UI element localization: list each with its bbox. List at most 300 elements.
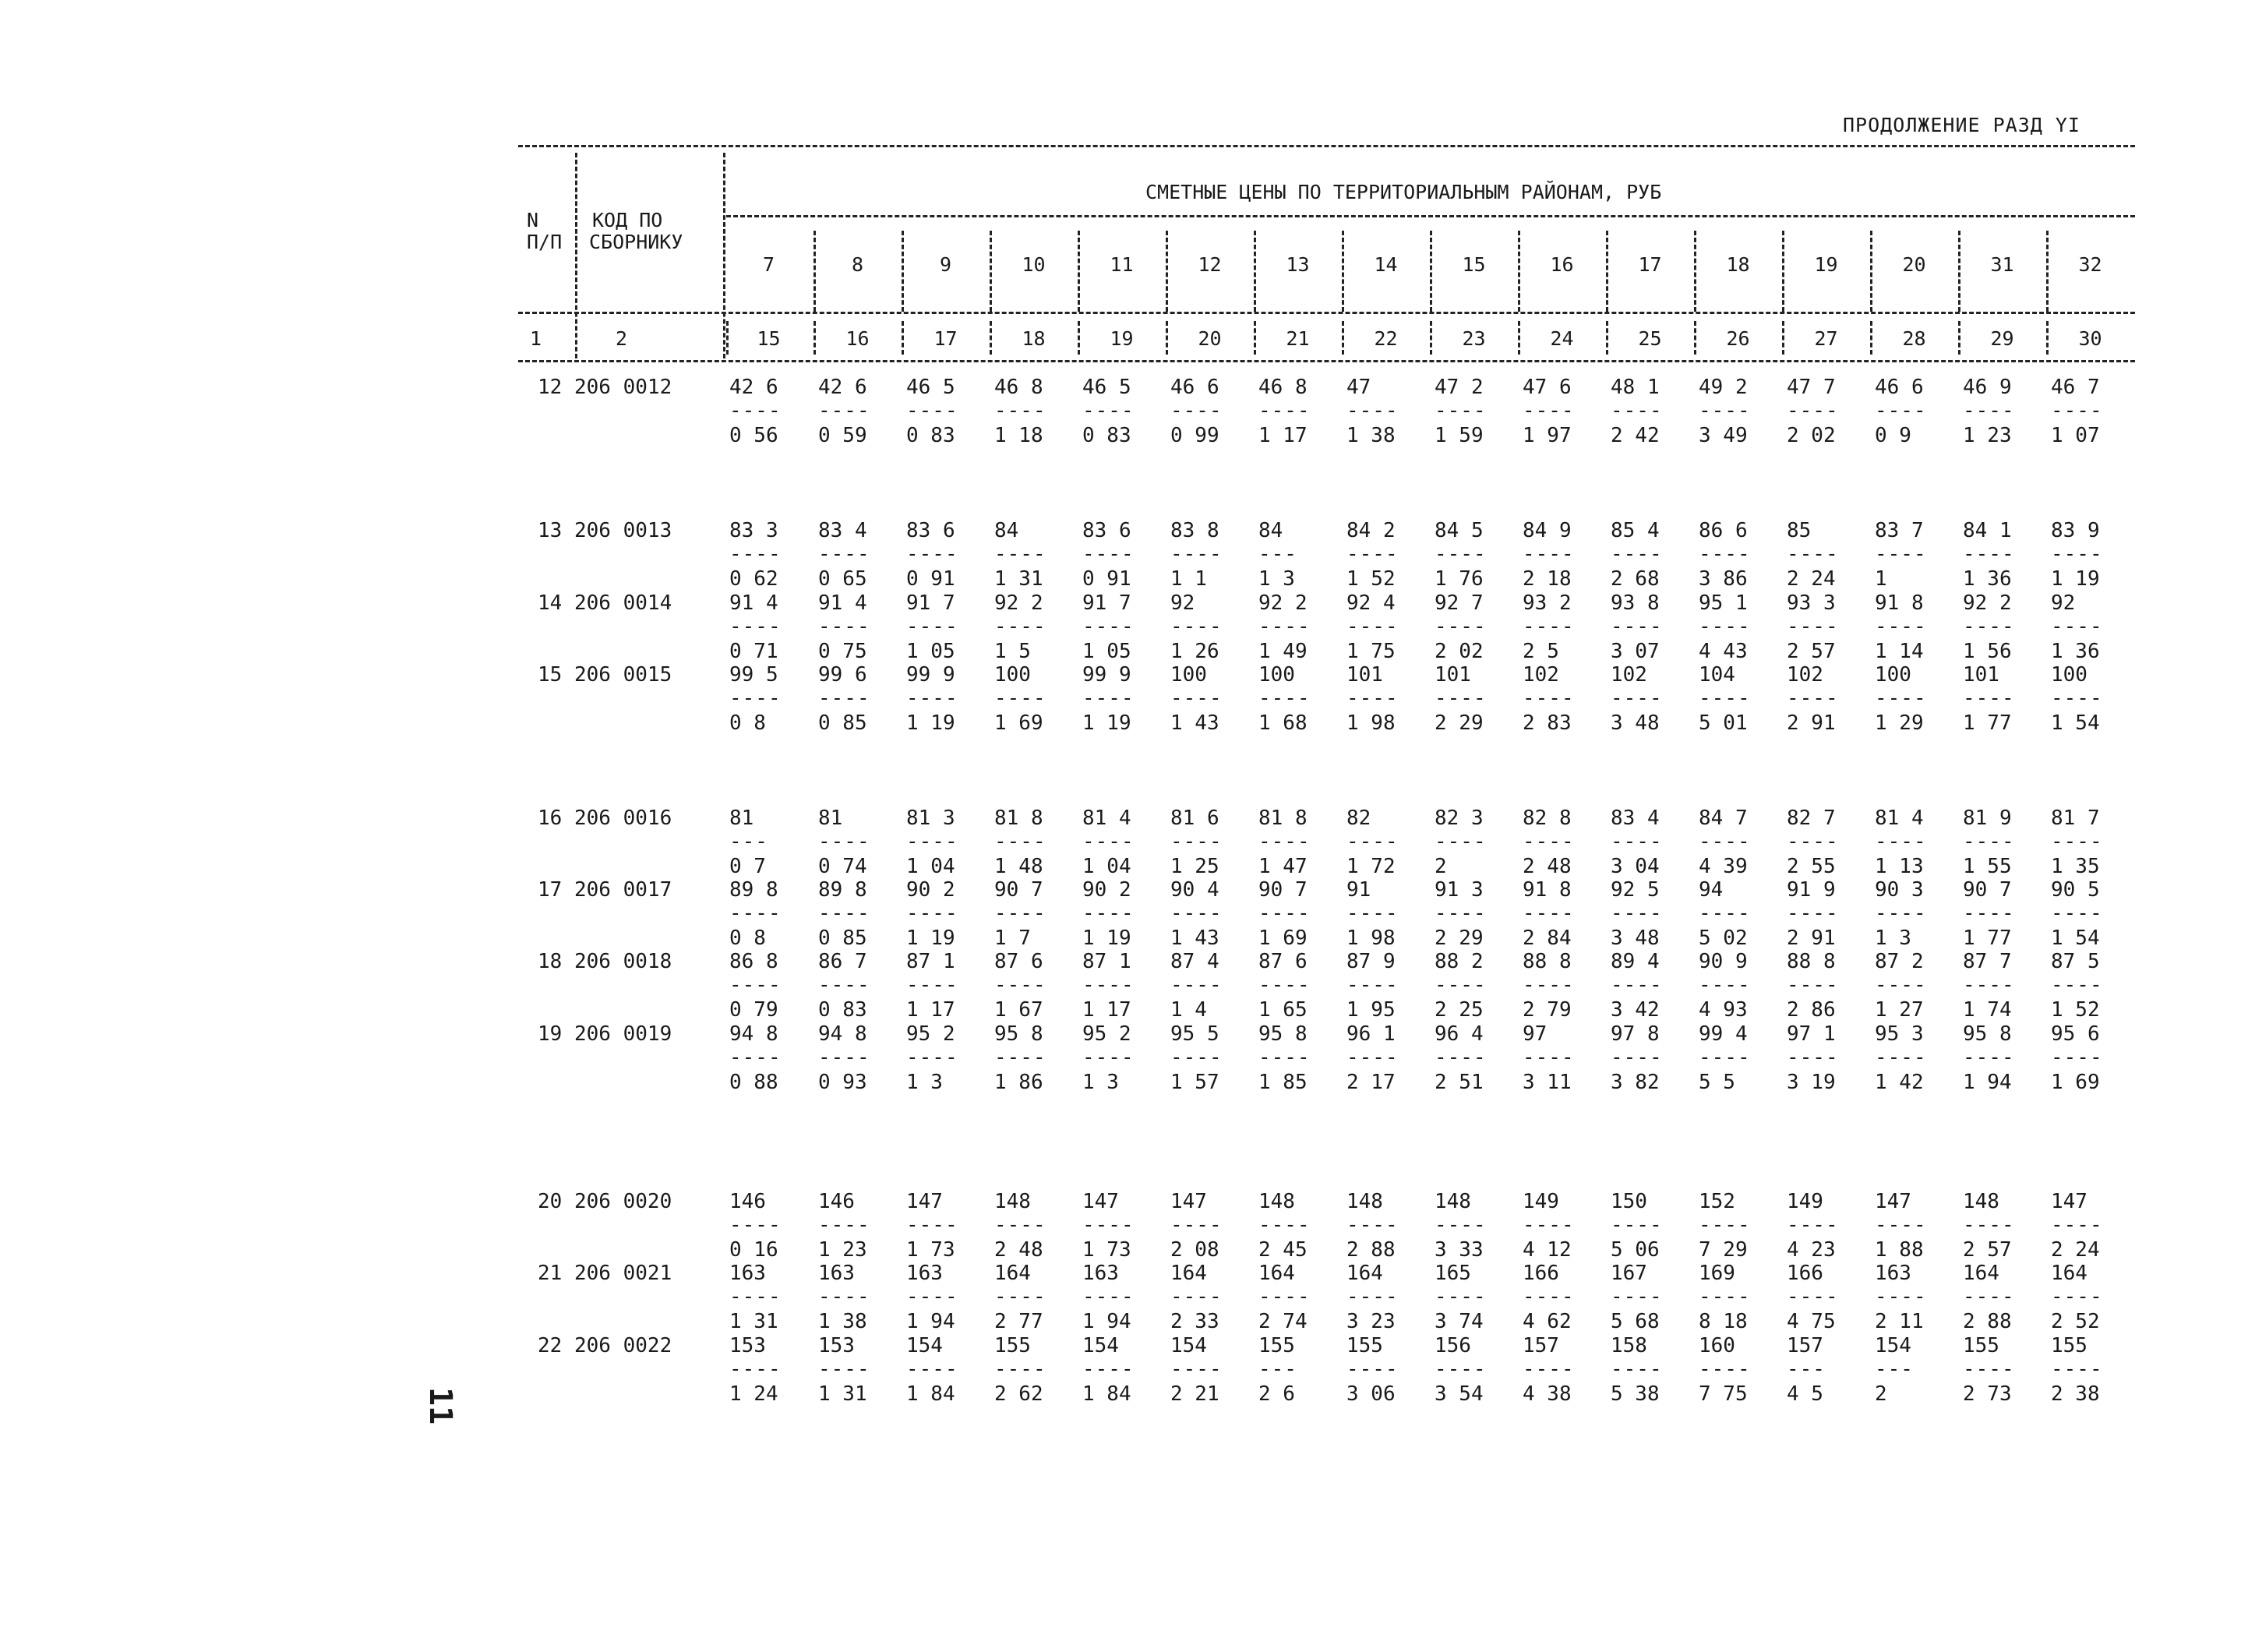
fraction-bar: ----: [1170, 542, 1223, 566]
price-component: 1 27: [1875, 998, 1924, 1022]
price-value: 92 5: [1611, 878, 1660, 902]
fraction-bar: ----: [729, 1357, 782, 1381]
price-value: 95 8: [1963, 1022, 2012, 1046]
index-col: 19: [1110, 327, 1134, 350]
header-district: 15: [1462, 253, 1486, 276]
price-value: 160: [1699, 1334, 1735, 1357]
price-component: 0 59: [818, 424, 867, 447]
price-value: 147: [906, 1190, 943, 1213]
price-component: 1 74: [1963, 998, 2012, 1022]
price-component: 5 68: [1611, 1310, 1660, 1333]
price-component: 2 38: [2051, 1382, 2100, 1406]
price-value: 169: [1699, 1262, 1735, 1285]
price-value: 155: [1963, 1334, 1999, 1357]
price-component: 4 43: [1699, 640, 1748, 663]
fraction-bar: ----: [818, 542, 870, 566]
price-component: 1 84: [1082, 1382, 1131, 1406]
fraction-bar: ----: [1435, 1357, 1487, 1381]
fraction-bar: ----: [994, 399, 1046, 422]
price-component: 0 79: [729, 998, 778, 1022]
price-value: 92: [1170, 591, 1195, 615]
price-value: 100: [1170, 663, 1207, 687]
price-value: 95 5: [1170, 1022, 1219, 1046]
price-value: 87 4: [1170, 950, 1219, 973]
index-col: 28: [1902, 327, 1926, 350]
price-component: 2 29: [1435, 927, 1484, 950]
price-component: 0 71: [729, 640, 778, 663]
fraction-bar: ----: [1435, 615, 1487, 638]
fraction-bar: ----: [1611, 973, 1663, 997]
price-component: 1 4: [1170, 998, 1207, 1022]
fraction-bar: ----: [1523, 1213, 1575, 1237]
price-value: 84: [994, 519, 1019, 542]
price-component: 4 39: [1699, 855, 1748, 878]
fraction-bar: ----: [1787, 687, 1839, 710]
fraction-bar: ----: [1963, 1213, 2015, 1237]
price-component: 7 75: [1699, 1382, 1748, 1406]
price-value: 88 2: [1435, 950, 1484, 973]
price-value: 101: [1963, 663, 1999, 687]
price-value: 163: [1082, 1262, 1119, 1285]
fraction-bar: ----: [1082, 1357, 1135, 1381]
price-component: 2 24: [1787, 567, 1836, 591]
price-value: 93 8: [1611, 591, 1660, 615]
price-value: 155: [2051, 1334, 2087, 1357]
fraction-bar: ----: [818, 615, 870, 638]
price-value: 164: [994, 1262, 1031, 1285]
fraction-bar: ----: [994, 687, 1046, 710]
price-component: 1 17: [1258, 424, 1308, 447]
price-value: 91: [1346, 878, 1371, 902]
fraction-bar: ----: [818, 1357, 870, 1381]
price-value: 90 7: [1258, 878, 1308, 902]
price-value: 90 2: [906, 878, 955, 902]
price-value: 88 8: [1787, 950, 1836, 973]
price-component: 1 98: [1346, 711, 1396, 735]
row-code: 206 0012: [574, 376, 672, 399]
header-district: 17: [1638, 253, 1662, 276]
price-component: 3 48: [1611, 927, 1660, 950]
price-value: 87 7: [1963, 950, 2012, 973]
price-component: 3 49: [1699, 424, 1748, 447]
price-component: 1 38: [1346, 424, 1396, 447]
index-col: 23: [1462, 327, 1486, 350]
index-col: 17: [933, 327, 958, 350]
price-value: 163: [729, 1262, 766, 1285]
price-value: 90 7: [994, 878, 1043, 902]
fraction-bar: ----: [818, 1213, 870, 1237]
price-value: 164: [2051, 1262, 2087, 1285]
fraction-bar: ----: [1082, 1213, 1135, 1237]
price-component: 1 18: [994, 424, 1043, 447]
price-component: 1 88: [1875, 1238, 1924, 1262]
fraction-bar: ---: [1787, 1357, 1826, 1381]
fraction-bar: ----: [1435, 830, 1487, 853]
price-value: 99 9: [1082, 663, 1131, 687]
fraction-bar: ----: [729, 615, 782, 638]
price-component: 1 04: [1082, 855, 1131, 878]
fraction-bar: ----: [1787, 973, 1839, 997]
price-value: 164: [1258, 1262, 1295, 1285]
price-value: 42 6: [818, 376, 867, 399]
fraction-bar: ----: [2051, 1046, 2103, 1069]
fraction-bar: ----: [1699, 1213, 1751, 1237]
price-value: 166: [1523, 1262, 1559, 1285]
price-component: 0 91: [906, 567, 955, 591]
row-number: 14: [538, 591, 563, 615]
fraction-bar: ----: [1346, 687, 1399, 710]
price-value: 167: [1611, 1262, 1647, 1285]
fraction-bar: ----: [1170, 1213, 1223, 1237]
fraction-bar: ----: [1346, 1285, 1399, 1308]
price-value: 46 6: [1875, 376, 1924, 399]
index-col: 25: [1638, 327, 1662, 350]
price-component: 2 11: [1875, 1310, 1924, 1333]
fraction-bar: ----: [1699, 973, 1751, 997]
price-value: 94 8: [818, 1022, 867, 1046]
fraction-bar: ----: [1875, 542, 1927, 566]
price-value: 83 7: [1875, 519, 1924, 542]
index-col: 20: [1198, 327, 1222, 350]
price-value: 91 3: [1435, 878, 1484, 902]
price-value: 84 9: [1523, 519, 1572, 542]
fraction-bar: ----: [1258, 1285, 1311, 1308]
row-number: 19: [538, 1022, 563, 1046]
row-number: 21: [538, 1262, 563, 1285]
price-component: 1 7: [994, 927, 1031, 950]
price-component: 1 25: [1170, 855, 1219, 878]
price-component: 1 19: [2051, 567, 2100, 591]
fraction-bar: ----: [1611, 1046, 1663, 1069]
price-value: 83 8: [1170, 519, 1219, 542]
fraction-bar: ----: [1170, 830, 1223, 853]
fraction-bar: ----: [1082, 399, 1135, 422]
price-component: 2 57: [1963, 1238, 2012, 1262]
fraction-bar: ----: [1875, 830, 1927, 853]
header-district: 8: [851, 253, 864, 276]
row-code: 206 0022: [574, 1334, 672, 1357]
price-value: 87 6: [994, 950, 1043, 973]
header-district: 16: [1550, 253, 1574, 276]
price-value: 92 2: [1258, 591, 1308, 615]
price-component: 2 51: [1435, 1071, 1484, 1094]
price-value: 155: [1346, 1334, 1383, 1357]
price-component: 2 25: [1435, 998, 1484, 1022]
fraction-bar: ----: [818, 830, 870, 853]
price-component: 3 82: [1611, 1071, 1660, 1094]
fraction-bar: ----: [1346, 615, 1399, 638]
price-value: 83 6: [906, 519, 955, 542]
price-component: 1 94: [906, 1310, 955, 1333]
price-value: 82: [1346, 807, 1371, 830]
price-value: 46 5: [906, 376, 955, 399]
index-col: 21: [1286, 327, 1310, 350]
header-district: 11: [1110, 253, 1134, 276]
price-component: 1 3: [1082, 1071, 1119, 1094]
price-component: 4 38: [1523, 1382, 1572, 1406]
fraction-bar: ----: [818, 1046, 870, 1069]
fraction-bar: ----: [1435, 687, 1487, 710]
fraction-bar: ----: [1170, 1357, 1223, 1381]
header-district: 12: [1198, 253, 1222, 276]
fraction-bar: ----: [1699, 1357, 1751, 1381]
price-value: 154: [1875, 1334, 1911, 1357]
price-component: 2 55: [1787, 855, 1836, 878]
price-value: 81 8: [1258, 807, 1308, 830]
price-component: 1 52: [1346, 567, 1396, 591]
fraction-bar: ----: [1258, 687, 1311, 710]
price-value: 93 3: [1787, 591, 1836, 615]
price-component: 1 43: [1170, 927, 1219, 950]
price-component: 4 93: [1699, 998, 1748, 1022]
row-number: 12: [538, 376, 563, 399]
price-value: 81 7: [2051, 807, 2100, 830]
price-component: 1 31: [729, 1310, 778, 1333]
fraction-bar: ----: [1346, 902, 1399, 925]
price-value: 48 1: [1611, 376, 1660, 399]
price-component: 1 42: [1875, 1071, 1924, 1094]
price-value: 88 8: [1523, 950, 1572, 973]
fraction-bar: ----: [2051, 1213, 2103, 1237]
price-component: 5 01: [1699, 711, 1748, 735]
price-component: 3 19: [1787, 1071, 1836, 1094]
fraction-bar: ----: [906, 1046, 958, 1069]
price-value: 154: [1170, 1334, 1207, 1357]
header-code-sub: СБОРНИКУ: [589, 231, 683, 253]
header-bottom-rule: [518, 312, 2135, 314]
price-component: 2 48: [1523, 855, 1572, 878]
price-component: 3 07: [1611, 640, 1660, 663]
price-component: 1 43: [1170, 711, 1219, 735]
price-value: 93 2: [1523, 591, 1572, 615]
price-value: 95 8: [994, 1022, 1043, 1046]
fraction-bar: ----: [2051, 1285, 2103, 1308]
price-value: 89 8: [729, 878, 778, 902]
row-number: 13: [538, 519, 563, 542]
price-value: 94 8: [729, 1022, 778, 1046]
fraction-bar: ----: [1875, 1046, 1927, 1069]
fraction-bar: ----: [1082, 542, 1135, 566]
price-value: 101: [1346, 663, 1383, 687]
fraction-bar: ----: [1170, 399, 1223, 422]
fraction-bar: ----: [1699, 615, 1751, 638]
price-value: 46 8: [994, 376, 1043, 399]
price-component: 1 75: [1346, 640, 1396, 663]
price-component: 1 47: [1258, 855, 1308, 878]
price-component: 2 79: [1523, 998, 1572, 1022]
price-value: 82 3: [1435, 807, 1484, 830]
price-value: 102: [1787, 663, 1823, 687]
header-prices-title: СМЕТНЫЕ ЦЕНЫ ПО ТЕРРИТОРИАЛЬНЫМ РАЙОНАМ, РУБ: [1145, 181, 1662, 203]
header-code: КОД ПО: [592, 209, 663, 231]
row-code: 206 0016: [574, 807, 672, 830]
price-component: 1 19: [906, 927, 955, 950]
price-component: 2 57: [1787, 640, 1836, 663]
price-component: 2 84: [1523, 927, 1572, 950]
price-value: 95 8: [1258, 1022, 1308, 1046]
fraction-bar: ----: [2051, 830, 2103, 853]
price-value: 97 8: [1611, 1022, 1660, 1046]
fraction-bar: ----: [1082, 1285, 1135, 1308]
row-number: 16: [538, 807, 563, 830]
fraction-bar: ----: [1699, 1046, 1751, 1069]
price-component: 2 77: [994, 1310, 1043, 1333]
price-component: 1 73: [906, 1238, 955, 1262]
price-value: 152: [1699, 1190, 1735, 1213]
fraction-bar: ----: [729, 399, 782, 422]
row-code: 206 0019: [574, 1022, 672, 1046]
price-component: 2: [1875, 1382, 1887, 1406]
fraction-bar: ----: [1170, 687, 1223, 710]
row-code: 206 0020: [574, 1190, 672, 1213]
price-component: 5 02: [1699, 927, 1748, 950]
fraction-bar: ---: [1258, 542, 1297, 566]
fraction-bar: ----: [1699, 399, 1751, 422]
price-value: 153: [729, 1334, 766, 1357]
index-col: 26: [1726, 327, 1750, 350]
price-value: 163: [818, 1262, 855, 1285]
fraction-bar: ----: [906, 1285, 958, 1308]
fraction-bar: ----: [1170, 1285, 1223, 1308]
price-component: 1 98: [1346, 927, 1396, 950]
price-component: 8 18: [1699, 1310, 1748, 1333]
fraction-bar: ----: [1170, 902, 1223, 925]
price-component: 5 38: [1611, 1382, 1660, 1406]
fraction-bar: ----: [1258, 973, 1311, 997]
fraction-bar: ----: [1082, 1046, 1135, 1069]
price-component: 1 69: [1258, 927, 1308, 950]
price-component: 3 74: [1435, 1310, 1484, 1333]
price-value: 156: [1435, 1334, 1471, 1357]
price-component: 2 88: [1963, 1310, 2012, 1333]
price-component: 1 14: [1875, 640, 1924, 663]
index-col: 16: [845, 327, 870, 350]
price-component: 2 42: [1611, 424, 1660, 447]
price-component: 0 8: [729, 711, 766, 735]
price-component: 2 45: [1258, 1238, 1308, 1262]
fraction-bar: ---: [729, 830, 768, 853]
price-value: 84 5: [1435, 519, 1484, 542]
price-value: 85 4: [1611, 519, 1660, 542]
price-value: 81 6: [1170, 807, 1219, 830]
price-value: 95 1: [1699, 591, 1748, 615]
price-value: 166: [1787, 1262, 1823, 1285]
price-value: 46 8: [1258, 376, 1308, 399]
fraction-bar: ----: [1346, 973, 1399, 997]
fraction-bar: ----: [1699, 1285, 1751, 1308]
header-district: 31: [1990, 253, 2014, 276]
fraction-bar: ----: [1523, 542, 1575, 566]
price-value: 100: [994, 663, 1031, 687]
price-value: 87 5: [2051, 950, 2100, 973]
header-district: 19: [1814, 253, 1838, 276]
fraction-bar: ----: [1963, 542, 2015, 566]
fraction-bar: ----: [1258, 399, 1311, 422]
fraction-bar: ----: [1699, 830, 1751, 853]
price-component: 2 18: [1523, 567, 1572, 591]
fraction-bar: ----: [1699, 542, 1751, 566]
price-component: 1 54: [2051, 711, 2100, 735]
price-component: 0 9: [1875, 424, 1911, 447]
price-value: 94: [1699, 878, 1724, 902]
price-component: 0 75: [818, 640, 867, 663]
price-value: 46 9: [1963, 376, 2012, 399]
price-component: 2 5: [1523, 640, 1559, 663]
fraction-bar: ----: [1787, 1046, 1839, 1069]
fraction-bar: ----: [729, 542, 782, 566]
price-component: 1 49: [1258, 640, 1308, 663]
price-component: 1 3: [906, 1071, 943, 1094]
price-component: 1 86: [994, 1071, 1043, 1094]
price-value: 87 9: [1346, 950, 1396, 973]
price-value: 154: [906, 1334, 943, 1357]
price-component: 2 68: [1611, 567, 1660, 591]
fraction-bar: ----: [1611, 1213, 1663, 1237]
fraction-bar: ----: [1523, 615, 1575, 638]
header-top-rule: [518, 145, 2135, 147]
fraction-bar: ----: [906, 542, 958, 566]
fraction-bar: ----: [818, 399, 870, 422]
fraction-bar: ----: [1787, 615, 1839, 638]
price-component: 0 16: [729, 1238, 778, 1262]
row-number: 17: [538, 878, 563, 902]
header-district: 32: [2078, 253, 2102, 276]
price-component: 1 17: [906, 998, 955, 1022]
fraction-bar: ----: [1346, 1046, 1399, 1069]
fraction-bar: ----: [1346, 1213, 1399, 1237]
price-component: 1 23: [1963, 424, 2012, 447]
fraction-bar: ----: [1611, 1285, 1663, 1308]
fraction-bar: ---: [1875, 1357, 1914, 1381]
fraction-bar: ----: [906, 399, 958, 422]
price-value: 164: [1170, 1262, 1207, 1285]
price-component: 5 06: [1611, 1238, 1660, 1262]
fraction-bar: ----: [1875, 687, 1927, 710]
price-component: 2 83: [1523, 711, 1572, 735]
header-district: 9: [939, 253, 952, 276]
price-component: 1 3: [1875, 927, 1911, 950]
price-value: 158: [1611, 1334, 1647, 1357]
price-value: 84 2: [1346, 519, 1396, 542]
price-value: 155: [1258, 1334, 1295, 1357]
fraction-bar: ----: [729, 973, 782, 997]
price-value: 90 7: [1963, 878, 2012, 902]
price-component: 0 65: [818, 567, 867, 591]
fraction-bar: ----: [994, 1357, 1046, 1381]
price-value: 91 4: [729, 591, 778, 615]
fraction-bar: ----: [1963, 615, 2015, 638]
price-value: 101: [1435, 663, 1471, 687]
fraction-bar: ----: [1346, 830, 1399, 853]
price-component: 0 85: [818, 711, 867, 735]
index-col: 22: [1374, 327, 1398, 350]
price-component: 0 99: [1170, 424, 1219, 447]
price-value: 96 4: [1435, 1022, 1484, 1046]
fraction-bar: ----: [906, 615, 958, 638]
price-value: 99 4: [1699, 1022, 1748, 1046]
price-component: 1 55: [1963, 855, 2012, 878]
price-component: 2 29: [1435, 711, 1484, 735]
fraction-bar: ----: [1523, 1285, 1575, 1308]
price-value: 81: [818, 807, 843, 830]
price-value: 163: [1875, 1262, 1911, 1285]
price-component: 1 35: [2051, 855, 2100, 878]
price-value: 89 8: [818, 878, 867, 902]
price-value: 155: [994, 1334, 1031, 1357]
price-component: 2 91: [1787, 927, 1836, 950]
price-component: 1 07: [2051, 424, 2100, 447]
price-value: 97 1: [1787, 1022, 1836, 1046]
